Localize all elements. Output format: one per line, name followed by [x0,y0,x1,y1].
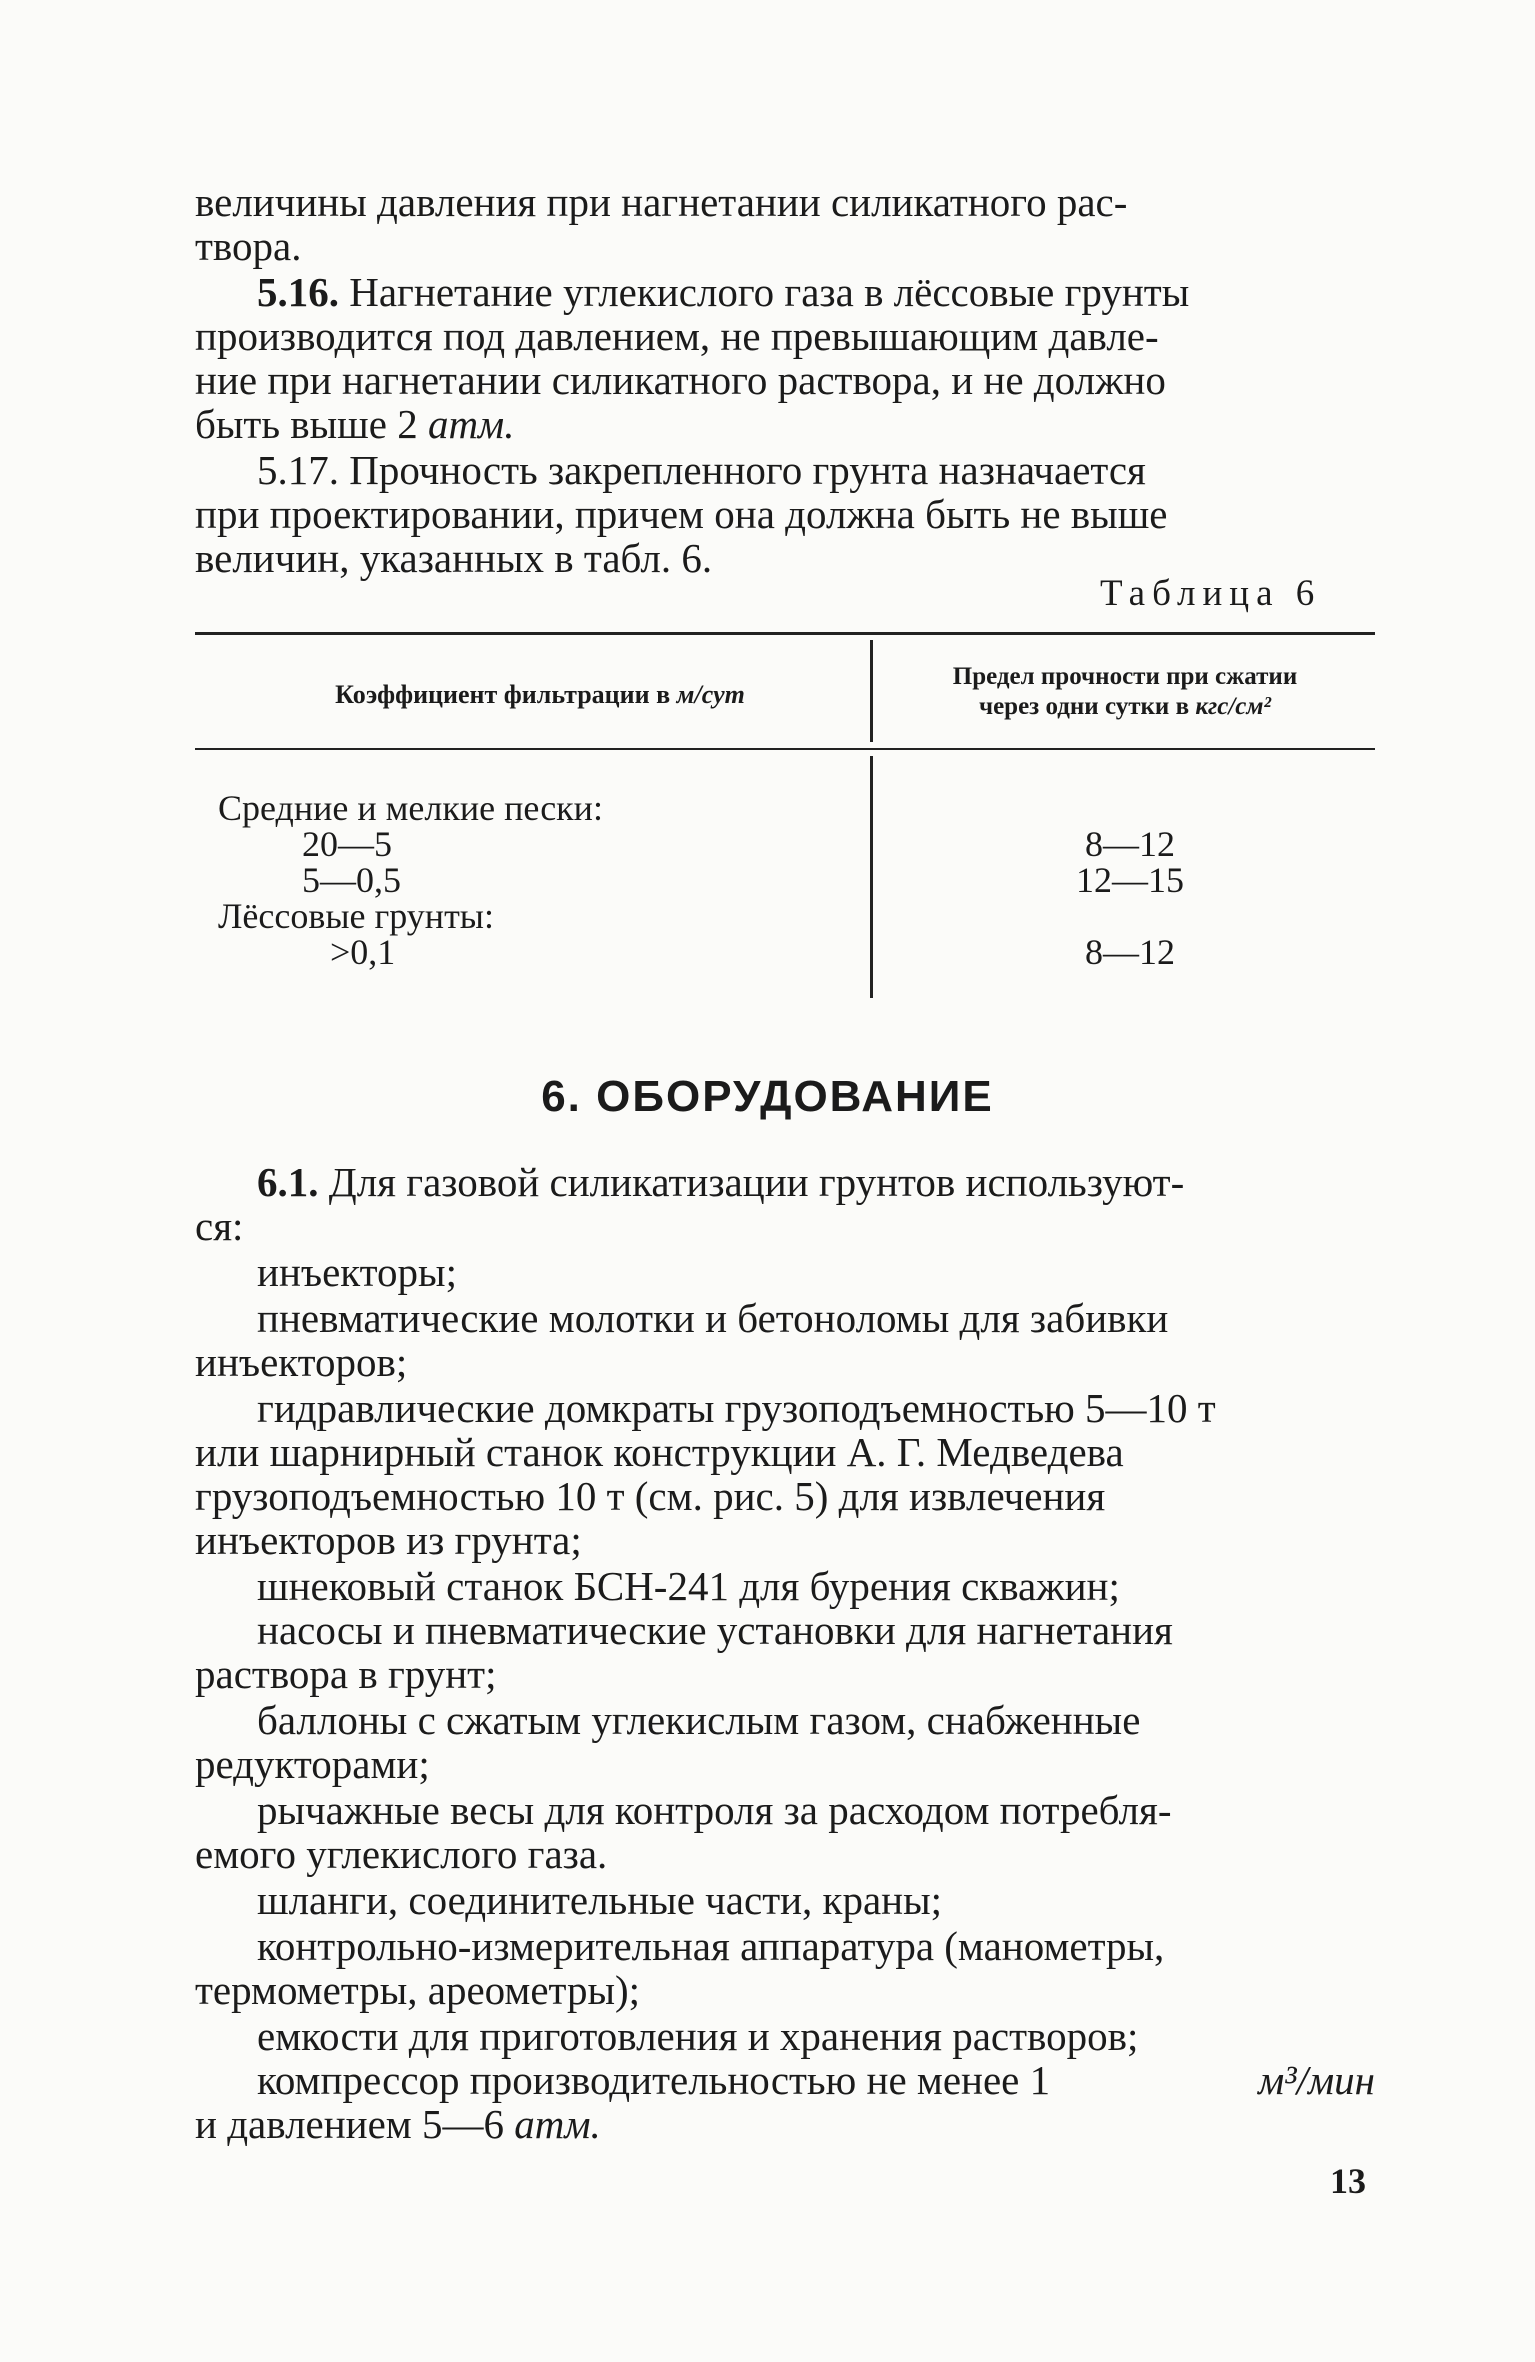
row1-coefficient: 20—5 [302,824,392,864]
item-compressor-1-unit: м³/мин [1258,2057,1375,2103]
item-instruments-1: контрольно-измерительная аппаратура (манометры, [257,1923,1165,1969]
p517-text-1: Прочность закрепленного грунта назначается [349,447,1146,493]
item-cylinders-2: редукторами; [195,1741,430,1787]
item-cylinders-1: баллоны с сжатым углекислым газом, снабженные [257,1697,1141,1743]
item-pumps-1: насосы и пневматические установки для нагнетания [257,1607,1173,1653]
table-header-divider [870,640,873,742]
col2-header-line2-text: через одни сутки в [978,693,1196,720]
col1-header [230,680,850,710]
item-hoses: шланги, соединительные части, краны; [257,1877,943,1923]
col1-header-text: Коэффициент фильтрации в [335,680,677,709]
p516-line-3: ние при нагнетании силикатного раствора, и не должно [195,357,1166,403]
p516-unit: атм. [427,401,515,447]
top-text-block [195,180,1375,580]
table-header-rule [195,748,1375,750]
table-caption: Таблица 6 [1100,573,1322,614]
row3-coefficient: >0,1 [330,932,396,972]
item-jacks-2: или шарнирный станок конструкции А. Г. Медведева [195,1429,1124,1475]
col2-header-line1: Предел прочности при сжатии [952,663,1298,690]
item-tanks: емкости для приготовления и хранения растворов; [257,2013,1139,2059]
page-number: 13 [1330,2161,1366,2201]
p516-last-prefix: быть выше 2 [195,401,428,447]
section6-text-block [195,1160,1375,2146]
col2-header-unit: кгс/см² [1195,693,1271,720]
col2-header-line2 [880,692,1370,722]
table-body-divider [870,756,873,998]
p517-line-2: при проектировании, причем она должна быть не выше [195,491,1168,537]
p61-line-2: ся: [195,1203,244,1249]
item-pumps-2: раствора в грунт; [195,1651,497,1697]
p516-line-4 [195,402,1375,446]
item-auger: шнековый станок БСН-241 для бурения скважин; [257,1563,1120,1609]
p61-number: 6.1. [257,1159,319,1205]
row3-strength: 8—12 [1085,932,1175,972]
section-heading: 6. ОБОРУДОВАНИЕ [541,1072,994,1121]
group-sands: Средние и мелкие пески: [218,788,603,828]
item-instruments-2: термометры, ареометры); [195,1967,641,2013]
col2-header [880,662,1370,722]
item-compressor-2-text: и давлением 5—6 [195,2101,515,2147]
p61-line-1 [195,1160,1375,1204]
p517-line-1 [195,448,1375,492]
p516-number: 5.16. [257,269,339,315]
row2-coefficient: 5—0,5 [302,860,401,900]
table-top-rule [195,632,1375,635]
item-compressor-1 [195,2058,1375,2102]
item-hammers-2: инъекторов; [195,1339,408,1385]
p516-line-2: производится под давлением, не превышающим давле- [195,313,1159,359]
row1-strength: 8—12 [1085,824,1175,864]
item-compressor-2 [195,2102,1375,2146]
p516-text-1: Нагнетание углекислого газа в лёссовые грунты [349,269,1190,315]
intro-line-2: твора. [195,223,302,269]
p516-line-1 [195,270,1375,314]
p517-line-3: величин, указанных в табл. 6. [195,535,713,581]
col1-header-unit: м/сут [676,680,745,709]
item-hammers-1: пневматические молотки и бетоноломы для забивки [257,1295,1169,1341]
p517-number: 5.17. [257,447,339,493]
item-compressor-1-text: компрессор производительностью не менее 1 [257,2057,1061,2103]
p61-text-1: Для газовой силикатизации грунтов используют- [328,1159,1185,1205]
item-scales-2: емого углекислого газа. [195,1831,608,1877]
item-jacks-1: гидравлические домкраты грузоподъемностью 5—10 т [257,1385,1216,1431]
item-injectors: инъекторы; [257,1249,457,1295]
item-jacks-3: грузоподъемностью 10 т (см. рис. 5) для извлечения [195,1473,1106,1519]
group-loess: Лёссовые грунты: [218,896,494,936]
item-compressor-2-unit: атм. [514,2101,601,2147]
item-scales-1: рычажные весы для контроля за расходом потребля- [257,1787,1172,1833]
intro-line-1: величины давления при нагнетании силикатного рас- [195,179,1128,225]
row2-strength: 12—15 [1076,860,1184,900]
item-jacks-4: инъекторов из грунта; [195,1517,582,1563]
